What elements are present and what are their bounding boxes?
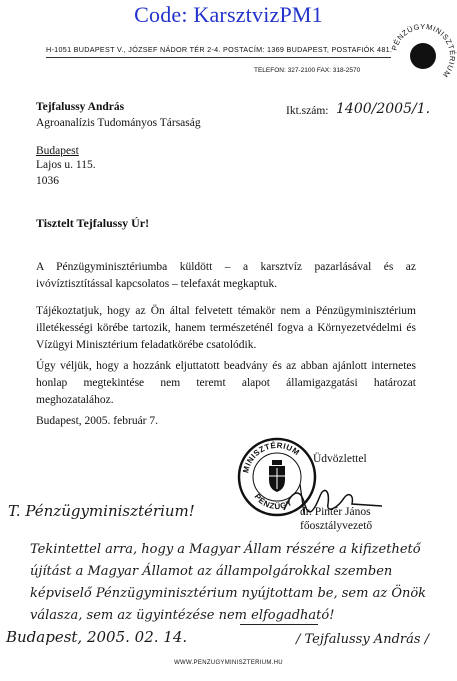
header-rule — [46, 57, 391, 58]
reference-label: Ikt.szám: — [286, 105, 329, 117]
recipient-street: Lajos u. 115. — [36, 159, 96, 171]
document-code: Code: KarsztvizPM1 — [134, 2, 323, 27]
svg-text:PÉNZÜGY: PÉNZÜGY — [252, 492, 295, 512]
handwritten-line-3: képviselő Pénzügyminisztérium nyújtottam be, sem az Önök — [30, 586, 427, 601]
ministry-phone: TELEFON: 327-2100 FAX: 318-2570 — [254, 67, 361, 74]
paragraph-1: A Pénzügyminisztériumba küldött – a karsztvíz pazarlásával és az ivóvíztisztítással kapcsolatos – telefaxát megkaptuk. — [36, 261, 416, 290]
svg-text:PÉNZÜGYMINISZTÉRIUM: PÉNZÜGYMINISZTÉRIUM — [389, 21, 457, 80]
recipient-name: Tejfalussy András — [36, 101, 125, 113]
handwritten-signature: / Tejfalussy András / — [296, 632, 430, 647]
salutation: Tisztelt Tejfalussy Úr! — [36, 216, 150, 230]
handwritten-line-4: válasza, sem az ügyintézése nem elfogadható! — [30, 608, 335, 623]
handwritten-addressee: T. Pénzügyminisztérium! — [8, 502, 195, 520]
handwritten-date: Budapest, 2005. 02. 14. — [6, 628, 188, 646]
footer-url: WWW.PENZUGYMINISZTERIUM.HU — [174, 660, 283, 666]
ministry-seal-logo — [386, 19, 457, 93]
reference-number: 1400/2005/1. — [336, 101, 431, 117]
letter-date: Budapest, 2005. február 7. — [36, 415, 158, 427]
ministry-address: H-1051 BUDAPEST V., JÓZSEF NÁDOR TÉR 2-4. POSTACÍM: 1369 BUDAPEST, POSTAFIÓK 481. — [46, 45, 393, 54]
signer-name: dr. Pintér János — [300, 506, 371, 518]
handwritten-underline — [240, 624, 318, 625]
svg-text:MINISZTÉRIUM: MINISZTÉRIUM — [241, 440, 302, 474]
recipient-org: Agroanalízis Tudományos Társaság — [36, 117, 201, 129]
handwritten-line-2: újítást a Magyar Államot az állampolgárokkal szemben — [30, 564, 393, 579]
handwritten-line-1: Tekintettel arra, hogy a Magyar Állam részére a kifizethető — [30, 542, 421, 557]
recipient-zip: 1036 — [36, 175, 59, 187]
paragraph-2: Tájékoztatjuk, hogy az Ön által felvetett témakör nem a Pénzügyminisztérium illetékességi körébe tartozik, hanem természeténél fogva a Környezetvédelmi és Vízügyi Minisztérium feladatkörébe csatolódik. — [36, 305, 416, 351]
closing: Üdvözlettel — [313, 453, 367, 465]
signer-title: főosztályvezető — [300, 520, 373, 532]
recipient-city: Budapest — [36, 145, 79, 157]
paragraph-3: Úgy véljük, hogy a hozzánk eljuttatott beadvány és az abban ajánlott internetes honlap megtekintése nem teremt alapot államigazgatási határozat meghozatalához. — [36, 360, 416, 406]
